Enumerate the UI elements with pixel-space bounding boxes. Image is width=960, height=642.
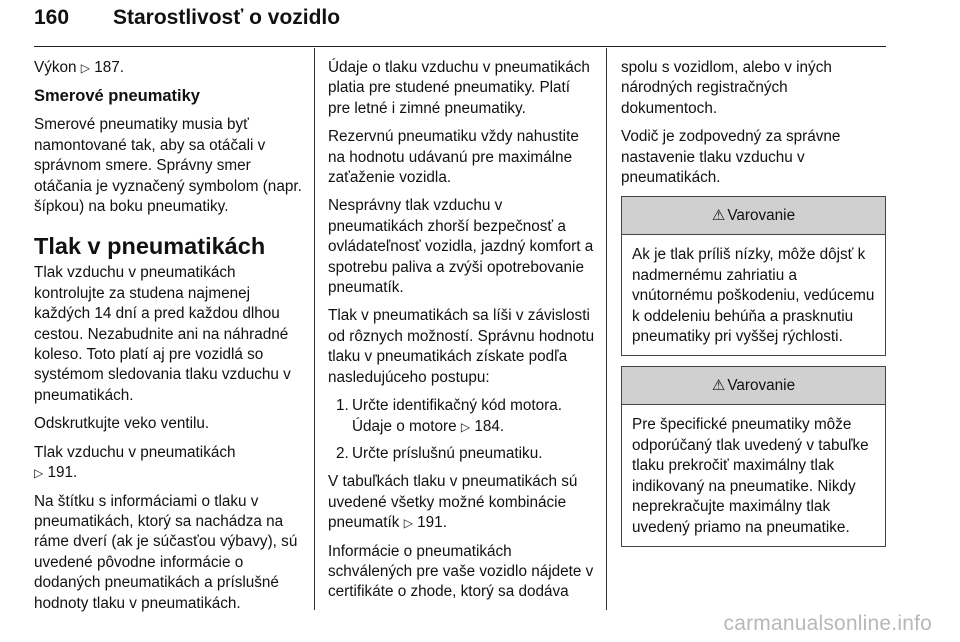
column-2 [328,58,596,611]
text: V tabuľkách tlaku v pneumatikách sú uvedené všetky možné kombinácie pneumatík [328,473,578,532]
warning-box [621,366,886,546]
warning-box [621,196,886,356]
paragraph: Informácie o pneumatikách schválených pre vaše vozidlo nájdete v certifikáte o zhode, ktorý sa dodáva [328,542,594,601]
page-number: 160 [34,6,70,29]
paragraph: Tlak vzduchu v pneumatikách kontrolujte za studena najmenej každých 14 dní a pred každou dlhou cestou. Nezabudnite ani na náhradné koleso. Toto platí aj pre vozidlá so systémom sledovania tlaku vzduchu v pneumatikách. [34,264,291,404]
column-3 [621,58,886,557]
list-number: 1. [336,397,349,415]
list-text: Určte identifikačný kód motora. [352,397,562,415]
paragraph: Smerové pneumatiky musia byť namontované tak, aby sa otáčali v správnom smere. Správny smer otáčania je vyznačený symbolom (napr. šípkou) na boku pneumatiky. [34,116,302,216]
paragraph: Vodič je zodpovedný za správne nastavenie tlaku vzduchu v pneumatikách. [621,128,841,187]
numbered-list [328,396,596,464]
paragraph: Údaje o tlaku vzduchu v pneumatikách platia pre studené pneumatiky. Platí pre letné i zimné pneumatiky. [328,59,590,117]
warning-body: Pre špecifické pneumatiky môže odporúčaný tlak uvedený v tabuľke tlaku prekročiť maximálny tlak indikovaný na pneumatike. Nikdy neprekračujte maximálny tlak uvedený priamo na pneumatike. [632,416,869,536]
warning-triangle-icon: ⚠ [711,207,726,225]
paragraph [34,443,302,484]
paragraph [328,472,596,533]
watermark: carmanualsonline.info [723,612,932,635]
column-divider [606,48,607,610]
column-1 [34,58,302,622]
page-reference-link[interactable]: 191. [47,464,78,482]
warning-triangle-icon: ⚠ [711,377,726,395]
section-heading: Smerové pneumatiky [34,87,200,106]
warning-header [622,367,885,405]
text: Tlak vzduchu v pneumatikách [34,443,236,461]
header-rule [34,46,886,47]
page-reference-link[interactable]: 187. [94,59,125,76]
page-reference-icon: ▷ [34,466,44,481]
list-item [328,444,596,464]
warning-title: Varovanie [727,377,796,395]
warning-header [622,197,885,235]
paragraph: Rezervnú pneumatiku vždy nahustite na hodnotu udávanú pre maximálne zaťaženie vozidla. [328,128,579,187]
paragraph: Nesprávny tlak vzduchu v pneumatikách zhorší bezpečnosť a ovládateľnosť vozidla, jazdný komfort a spotrebu paliva a zvýši opotrebovanie pneumatík. [328,197,594,297]
paragraph [34,58,302,78]
paragraph: spolu s vozidlom, alebo v iných národných registračných dokumentoch. [621,59,832,117]
section-heading: Tlak v pneumatikách [34,233,266,260]
list-text: Údaje o motore [352,417,461,435]
page-reference-icon: ▷ [80,61,90,75]
text: Výkon [34,59,81,76]
column-divider [314,48,315,610]
chapter-title: Starostlivosť o vozidlo [113,6,341,29]
page-reference-link[interactable]: 191. [417,514,447,532]
page-reference-link[interactable]: 184. [474,417,505,435]
page-reference-icon: ▷ [460,419,471,434]
warning-body: Ak je tlak príliš nízky, môže dôjsť k nadmernému zahriatiu a vnútornému poškodeniu, vedúcemu k oddeleniu behúňa a prasknutiu pneumatiky pri vyššej rýchlosti. [632,246,875,346]
list-text: Určte príslušnú pneumatiku. [352,444,543,462]
list-item [328,396,596,437]
list-number: 2. [336,444,349,462]
paragraph: Odskrutkujte veko ventilu. [34,415,210,433]
paragraph: Na štítku s informáciami o tlaku v pneumatikách, ktorý sa nachádza na ráme dverí (ak je súčasťou výbavy), sú uvedené pôvodne informácie o dodaných pneumatikách a príslušné hodnoty tlaku v pneumatikách. [34,492,298,612]
page-reference-icon: ▷ [403,516,413,531]
paragraph: Tlak v pneumatikách sa líši v závislosti od rôznych možností. Správnu hodnotu tlaku v pneumatikách získate podľa nasledujúceho postupu: [328,307,595,386]
warning-title: Varovanie [727,207,796,225]
page-header [34,6,886,46]
